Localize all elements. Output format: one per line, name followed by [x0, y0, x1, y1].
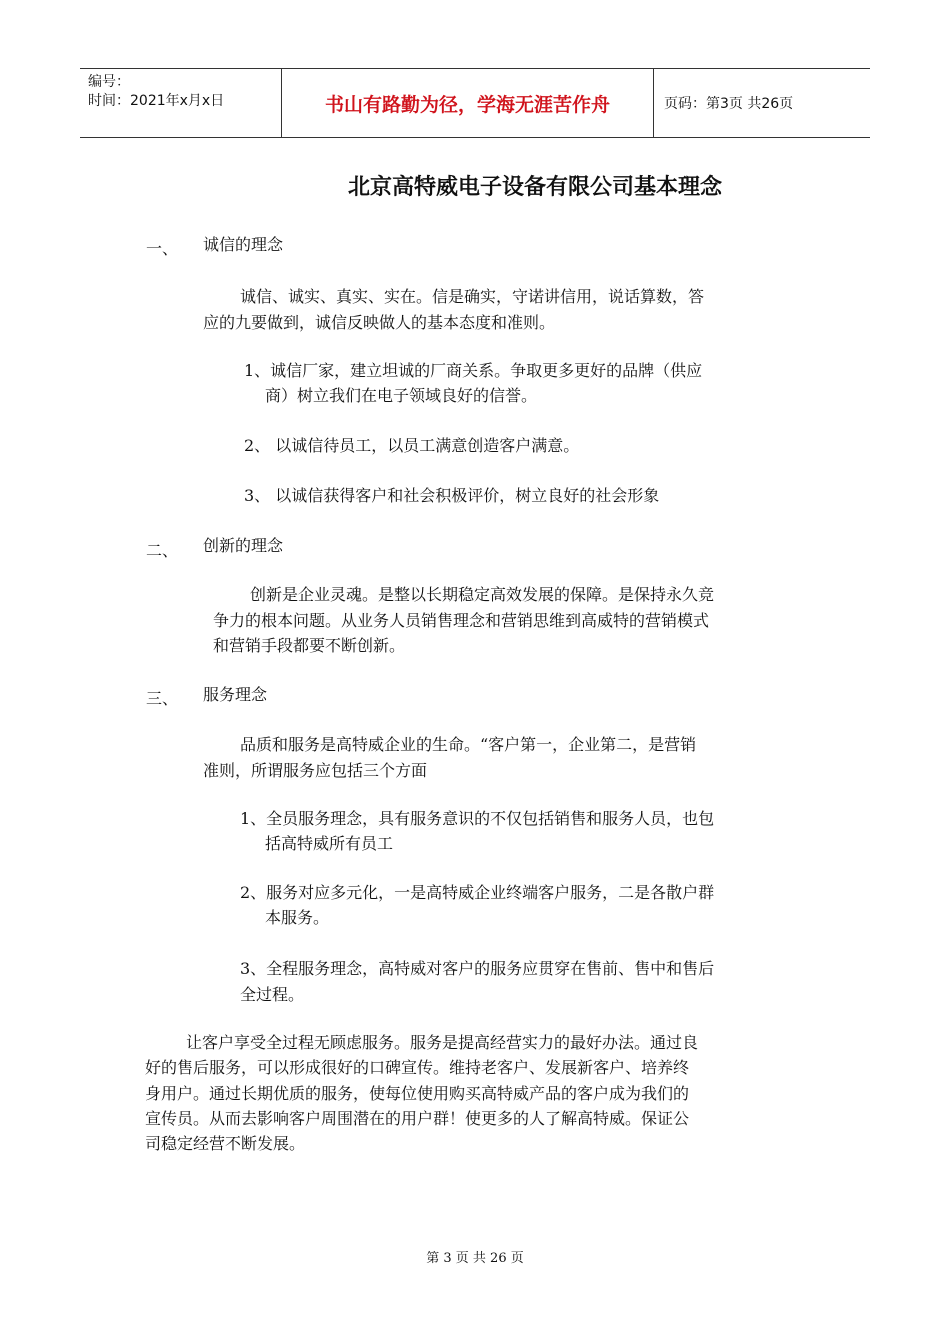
- header-meta: [80, 69, 282, 137]
- s3-item-1-line-1: 1、全员服务理念，具有服务意识的不仅包括销售和服务人员，也包: [240, 809, 715, 828]
- s1-item-1-line-1: 1、诚信厂家，建立坦诚的厂商关系。争取更多更好的品牌（供应: [244, 361, 703, 380]
- document-title: 北京高特威电子设备有限公司基本理念: [347, 175, 722, 200]
- page-header: [80, 68, 870, 138]
- s3-item-3-line-2: 全过程。: [240, 985, 305, 1004]
- header-motto: 书山有路勤为径，学海无涯苦作舟: [282, 69, 654, 137]
- s3-item-3-line-1: 3、全程服务理念，高特威对客户的服务应贯穿在售前、售中和售后: [240, 959, 715, 978]
- section-3-heading: 服务理念: [203, 685, 268, 704]
- closing-line-1: 让客户享受全过程无顾虑服务。服务是提高经营实力的最好办法。通过良: [186, 1033, 699, 1052]
- s3-para-line-2: 准则，所谓服务应包括三个方面: [203, 761, 428, 780]
- section-1-heading: 诚信的理念: [203, 235, 284, 254]
- s1-item-3: 3、 以诚信获得客户和社会积极评价，树立良好的社会形象: [244, 486, 660, 505]
- s2-para-line-3: 和营销手段都要不断创新。: [213, 636, 406, 655]
- closing-line-5: 司稳定经营不断发展。: [145, 1134, 306, 1153]
- s3-item-2-line-2: 本服务。: [265, 908, 330, 927]
- header-page-info: 页码：第3页 共26页: [664, 96, 794, 112]
- closing-line-4: 宣传员。从而去影响客户周围潜在的用户群！使更多的人了解高特威。保证公: [145, 1109, 690, 1128]
- closing-line-2: 好的售后服务，可以形成很好的口碑宣传。维持老客户、发展新客户、培养终: [145, 1058, 690, 1077]
- section-3-number: 三、: [146, 689, 179, 708]
- s1-item-2: 2、 以诚信待员工，以员工满意创造客户满意。: [244, 436, 580, 455]
- section-2-number: 二、: [146, 541, 179, 560]
- time-label: 时间：2021年x月x日: [88, 93, 225, 109]
- s3-para-line-1: 品质和服务是高特威企业的生命。“客户第一，企业第二，是营销: [240, 735, 697, 754]
- s3-item-2-line-1: 2、服务对应多元化，一是高特威企业终端客户服务，二是各散户群: [240, 883, 715, 902]
- page-footer: 第 3 页 共 26 页: [426, 1251, 524, 1266]
- s3-item-1-line-2: 括高特威所有员工: [265, 834, 394, 853]
- section-1-number: 一、: [146, 239, 179, 258]
- s1-item-1-line-2: 商）树立我们在电子领域良好的信誉。: [265, 386, 538, 405]
- s2-para-line-2: 争力的根本问题。从业务人员销售理念和营销思维到高威特的营销模式: [213, 611, 710, 630]
- number-label: 编号：: [88, 74, 130, 90]
- section-2-heading: 创新的理念: [203, 536, 284, 555]
- closing-line-3: 身用户。通过长期优质的服务，使每位使用购买高特威产品的客户成为我们的: [145, 1084, 690, 1103]
- s1-para-line-2: 应的九要做到，诚信反映做人的基本态度和准则。: [203, 313, 556, 332]
- s2-para-line-1: 创新是企业灵魂。是整以长期稳定高效发展的保障。是保持永久竞: [250, 585, 715, 604]
- s1-para-line-1: 诚信、诚实、真实、实在。信是确实，守诺讲信用，说话算数，答: [240, 287, 705, 306]
